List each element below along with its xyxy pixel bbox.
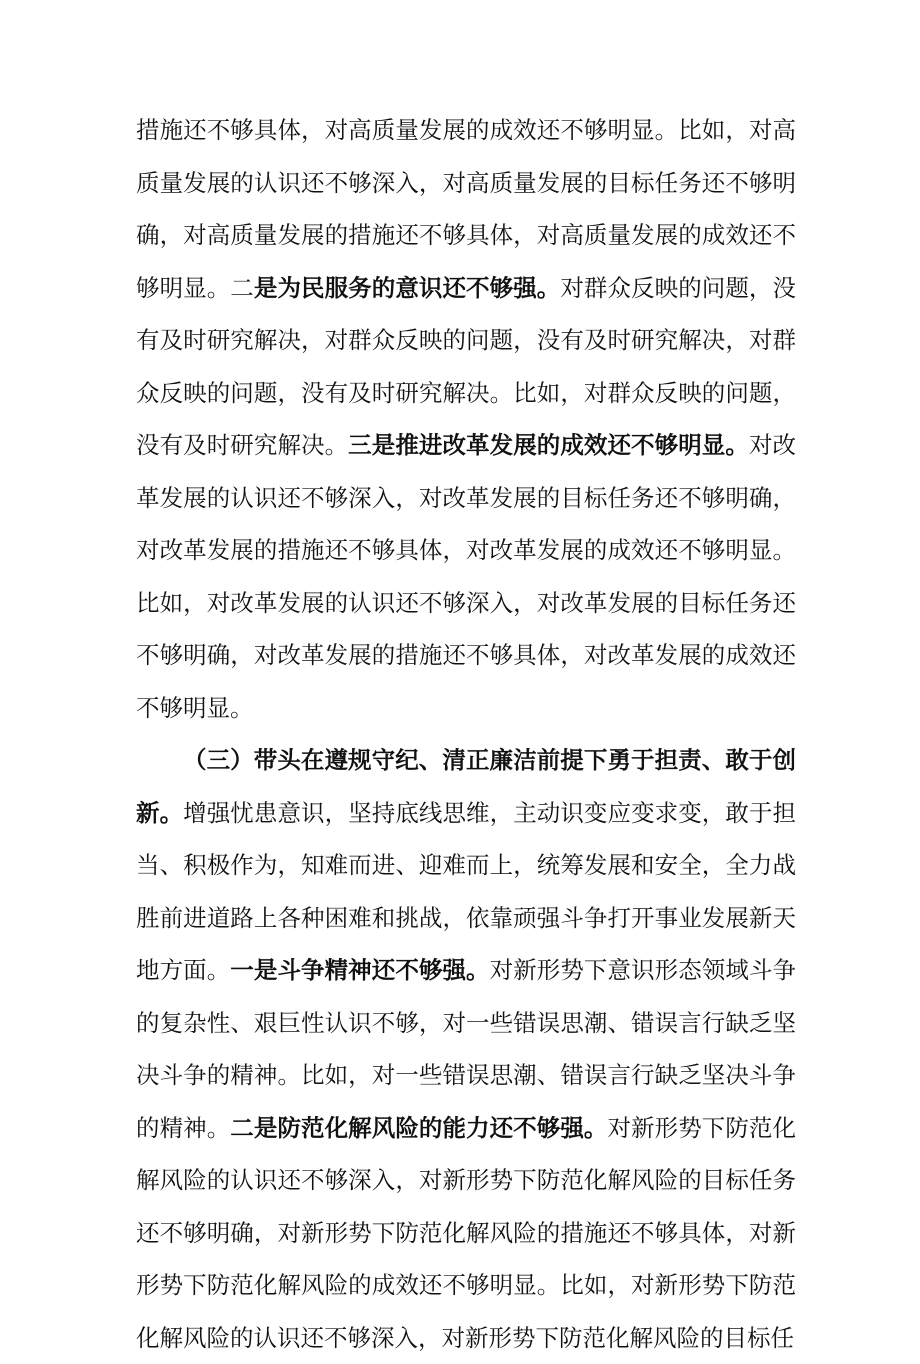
paragraph-text: 对新形势下意识形态领域斗争的复杂性、艰巨性认识不够，对一些错误思潮、错误言行缺乏坚决斗争的精神。比如，对一些错误思潮、错误言行缺乏坚决斗争的精神。 [136,956,797,1142]
document-body [136,104,796,1364]
section-heading: （三）带头在遵规守纪、清正廉洁前提下勇于担责、敢于创新。 [136,746,796,827]
paragraph-text: 对改革发展的认识还不够深入，对改革发展的目标任务还不够明确，对改革发展的措施还不够具体，对改革发展的成效还不够明显。比如，对改革发展的认识还不够深入，对改革发展的目标任务还不够明确，对改革发展的措施还不够具体，对改革发展的成效还不够明显。 [136,431,797,722]
paragraph-text: 增强忧患意识，坚持底线思维，主动识变应变求变，敢于担当、积极作为，知难而进、迎难而上，统筹发展和安全，全力战胜前进道路上各种困难和挑战，依靠顽强斗争打开事业发展新天地方面。 [136,798,797,984]
paragraph-section-3 [136,734,796,1364]
point-heading-2: 二是防范化解风险的能力还不够强。 [230,1113,608,1142]
paragraph-text: 对群众反映的问题，没有及时研究解决，对群众反映的问题，没有及时研究解决，对群众反映的问题，没有及时研究解决。比如，对群众反映的问题，没有及时研究解决。 [136,273,797,459]
paragraph-text: 措施还不够具体，对高质量发展的成效还不够明显。比如，对高质量发展的认识还不够深入，对高质量发展的目标任务还不够明确，对高质量发展的措施还不够具体，对高质量发展的成效还不够明显。二 [136,116,796,302]
point-heading-1: 一是斗争精神还不够强。 [230,956,490,984]
paragraph-text: 对新形势下防范化解风险的认识还不够深入，对新形势下防范化解风险的目标任务还不够明确，对新形势下防范化解风险的措施还不够具体，对新形势下防范化解风险的成效还不够明显。比如，对新形势下防范化解风险的认识还不够深入，对新形势下防范化解风险的目标任 [136,1113,797,1352]
paragraph-continuation [136,104,796,734]
point-heading-2: 是为民服务的意识还不够强。 [253,273,561,302]
point-heading-3: 三是推进改革发展的成效还不够明显。 [348,431,749,459]
